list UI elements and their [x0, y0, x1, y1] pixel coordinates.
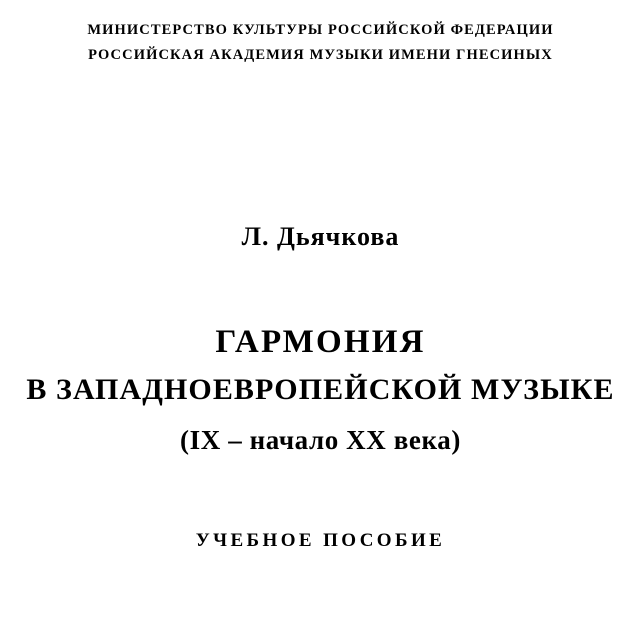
academy-line: РОССИЙСКАЯ АКАДЕМИЯ МУЗЫКИ ИМЕНИ ГНЕСИНЫХ [88, 47, 553, 63]
ministry-line: МИНИСТЕРСТВО КУЛЬТУРЫ РОССИЙСКОЙ ФЕДЕРАЦИИ [87, 22, 554, 38]
institution-header [0, 18, 641, 68]
author-name: Л. Дьячкова [241, 222, 400, 251]
title-group [0, 320, 641, 464]
title-subtitle: В ЗАПАДНОЕВРОПЕЙСКОЙ МУЗЫКЕ [26, 373, 615, 406]
title-period-range: (IX – начало XX века) [180, 425, 461, 455]
page-title: ГАРМОНИЯ [215, 324, 426, 360]
publication-type: УЧЕБНОЕ ПОСОБИЕ [195, 530, 446, 551]
